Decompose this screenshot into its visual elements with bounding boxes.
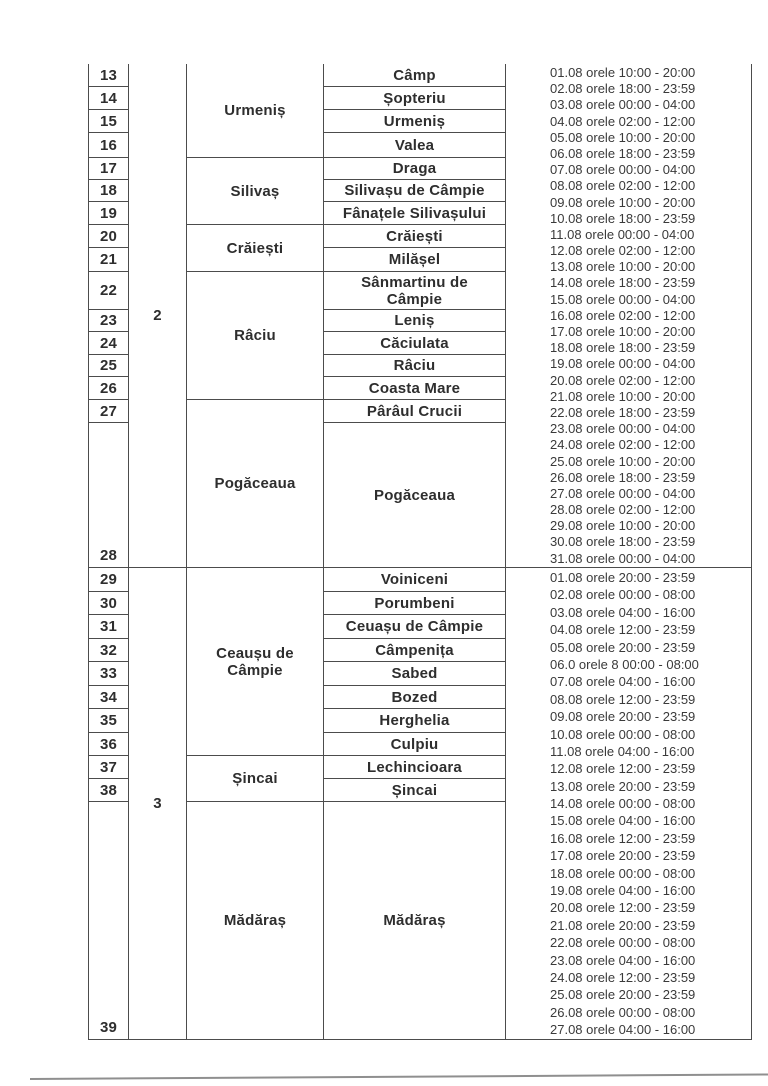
village-cell: Milășel <box>324 248 505 272</box>
village-cell: Pârâul Crucii <box>324 400 505 423</box>
row-number-cell: 36 <box>89 733 128 756</box>
village-cell: Căciulata <box>324 332 505 355</box>
schedule-line: 07.08 orele 04:00 - 16:00 <box>550 674 696 690</box>
schedule-column <box>505 568 752 1040</box>
commune-cell: Urmeniș <box>187 64 323 158</box>
commune-cell: Mădăraș <box>187 802 323 1040</box>
schedule-line: 02.08 orele 00:00 - 08:00 <box>550 587 696 603</box>
schedule-line: 16.08 orele 12:00 - 23:59 <box>550 830 696 846</box>
village-cell: Șopteriu <box>324 87 505 110</box>
row-number-cell: 15 <box>89 110 128 133</box>
schedule-line: 04.08 orele 12:00 - 23:59 <box>550 622 696 638</box>
row-number-cell: 19 <box>89 202 128 225</box>
row-number-cell: 17 <box>89 158 128 180</box>
schedule-line: 15.08 orele 00:00 - 04:00 <box>550 291 696 307</box>
row-number-cell: 21 <box>89 248 128 272</box>
schedule-line: 26.08 orele 00:00 - 08:00 <box>550 1004 696 1020</box>
commune-cell: Șincai <box>187 756 323 802</box>
row-number-cell: 32 <box>89 639 128 662</box>
commune-cell: Silivaș <box>187 158 323 225</box>
village-cell: Câmpenița <box>324 639 505 662</box>
village-cell: Draga <box>324 158 505 180</box>
village-cell: Voiniceni <box>324 568 505 592</box>
schedule-line: 09.08 orele 20:00 - 23:59 <box>550 709 696 725</box>
table-section-group-3 <box>88 568 752 1040</box>
schedule-line: 10.08 orele 00:00 - 08:00 <box>550 726 696 742</box>
schedule-line: 13.08 orele 20:00 - 23:59 <box>550 778 696 794</box>
row-number-cell: 23 <box>89 310 128 332</box>
schedule-line: 21.08 orele 10:00 - 20:00 <box>550 388 696 404</box>
village-cell: Crăiești <box>324 225 505 248</box>
schedule-line: 08.08 orele 02:00 - 12:00 <box>550 178 696 194</box>
schedule-line: 22.08 orele 00:00 - 08:00 <box>550 935 696 951</box>
schedule-line: 23.08 orele 04:00 - 16:00 <box>550 952 696 968</box>
schedule-cell <box>506 568 751 1040</box>
row-number-cell: 27 <box>89 400 128 423</box>
row-number-column <box>88 64 128 568</box>
row-number-cell: 14 <box>89 87 128 110</box>
schedule-line: 08.08 orele 12:00 - 23:59 <box>550 691 696 707</box>
row-number-cell: 18 <box>89 180 128 202</box>
group-number-cell: 2 <box>129 64 186 568</box>
commune-cell: Ceaușu de Câmpie <box>187 568 323 756</box>
schedule-line: 27.08 orele 00:00 - 04:00 <box>550 485 696 501</box>
village-cell <box>324 272 505 310</box>
row-number-cell: 22 <box>89 272 128 310</box>
page-footer-rule <box>30 1073 768 1080</box>
row-number-cell: 30 <box>89 592 128 615</box>
village-cell: Sabed <box>324 662 505 686</box>
row-number-cell: 39 <box>89 802 128 1040</box>
schedule-line: 12.08 orele 12:00 - 23:59 <box>550 761 696 777</box>
group-column <box>128 568 186 1040</box>
village-cell: Pogăceaua <box>324 423 505 568</box>
schedule-line: 01.08 orele 20:00 - 23:59 <box>550 570 696 585</box>
village-cell: Ceuașu de Câmpie <box>324 615 505 639</box>
schedule-line: 22.08 orele 18:00 - 23:59 <box>550 404 696 420</box>
commune-cell: Râciu <box>187 272 323 400</box>
row-number-cell: 35 <box>89 709 128 733</box>
row-number-cell: 29 <box>89 568 128 592</box>
commune-cell: Pogăceaua <box>187 400 323 568</box>
row-number-cell: 31 <box>89 615 128 639</box>
village-cell: Leniș <box>324 310 505 332</box>
schedule-line: 03.08 orele 04:00 - 16:00 <box>550 604 696 620</box>
schedule-line: 11.08 orele 04:00 - 16:00 <box>550 743 695 759</box>
schedule-line: 03.08 orele 00:00 - 04:00 <box>550 97 696 113</box>
schedule-line: 09.08 orele 10:00 - 20:00 <box>550 194 696 210</box>
schedule-line: 06.08 orele 18:00 - 23:59 <box>550 145 696 161</box>
schedule-line: 05.08 orele 10:00 - 20:00 <box>550 129 696 145</box>
village-cell: Râciu <box>324 355 505 377</box>
schedule-line: 12.08 orele 02:00 - 12:00 <box>550 243 696 259</box>
row-number-cell: 24 <box>89 332 128 355</box>
schedule-line: 17.08 orele 10:00 - 20:00 <box>550 324 696 339</box>
group-column <box>128 64 186 568</box>
schedule-line: 13.08 orele 10:00 - 20:00 <box>550 259 696 275</box>
schedule-line: 15.08 orele 04:00 - 16:00 <box>550 813 696 829</box>
schedule-line: 18.08 orele 00:00 - 08:00 <box>550 865 696 881</box>
schedule-line: 25.08 orele 20:00 - 23:59 <box>550 987 696 1003</box>
schedule-line: 28.08 orele 02:00 - 12:00 <box>550 502 696 518</box>
schedule-column <box>505 64 752 568</box>
schedule-line: 21.08 orele 20:00 - 23:59 <box>550 917 696 933</box>
schedule-cell <box>506 64 751 568</box>
schedule-line: 14.08 orele 00:00 - 08:00 <box>550 796 696 812</box>
schedule-line: 25.08 orele 10:00 - 20:00 <box>550 453 696 469</box>
village-cell: Silivașu de Câmpie <box>324 180 505 202</box>
schedule-line: 10.08 orele 18:00 - 23:59 <box>550 210 696 226</box>
row-number-cell: 13 <box>89 64 128 87</box>
schedule-line: 23.08 orele 00:00 - 04:00 <box>550 421 696 437</box>
schedule-line: 11.08 orele 00:00 - 04:00 <box>550 226 695 242</box>
schedule-line: 20.08 orele 12:00 - 23:59 <box>550 900 696 916</box>
schedule-line: 29.08 orele 10:00 - 20:00 <box>550 518 696 534</box>
village-cell: Coasta Mare <box>324 377 505 400</box>
village-cell: Mădăraș <box>324 802 505 1040</box>
village-label: Sânmartinu de Câmpie <box>361 273 468 308</box>
power-outage-schedule-table <box>88 64 752 1040</box>
schedule-line: 31.08 orele 00:00 - 04:00 <box>550 550 696 566</box>
schedule-line: 16.08 orele 02:00 - 12:00 <box>550 307 696 323</box>
village-column <box>323 64 505 568</box>
schedule-line: 24.08 orele 12:00 - 23:59 <box>550 969 696 985</box>
schedule-line: 19.08 orele 00:00 - 04:00 <box>550 356 696 372</box>
schedule-line: 24.08 orele 02:00 - 12:00 <box>550 437 696 453</box>
village-cell: Urmeniș <box>324 110 505 133</box>
commune-column <box>186 64 323 568</box>
table-section-group-2 <box>88 64 752 568</box>
row-number-cell: 33 <box>89 662 128 686</box>
row-number-cell: 20 <box>89 225 128 248</box>
village-cell: Culpiu <box>324 733 505 756</box>
village-cell: Herghelia <box>324 709 505 733</box>
commune-cell: Crăiești <box>187 225 323 272</box>
row-number-cell: 26 <box>89 377 128 400</box>
row-number-cell: 16 <box>89 133 128 158</box>
schedule-line: 18.08 orele 18:00 - 23:59 <box>550 340 696 356</box>
schedule-line: 26.08 orele 18:00 - 23:59 <box>550 469 696 485</box>
village-cell: Porumbeni <box>324 592 505 615</box>
row-number-cell: 38 <box>89 779 128 802</box>
row-number-column <box>88 568 128 1040</box>
village-cell: Câmp <box>324 64 505 87</box>
schedule-line: 02.08 orele 18:00 - 23:59 <box>550 81 696 97</box>
row-number-cell: 25 <box>89 355 128 377</box>
schedule-line: 05.08 orele 20:00 - 23:59 <box>550 639 696 655</box>
group-number-cell: 3 <box>129 568 186 1040</box>
row-number-cell: 28 <box>89 423 128 568</box>
row-number-cell: 37 <box>89 756 128 779</box>
schedule-line: 01.08 orele 10:00 - 20:00 <box>550 65 696 80</box>
village-cell: Fânațele Silivașului <box>324 202 505 225</box>
village-cell: Șincai <box>324 779 505 802</box>
schedule-line: 19.08 orele 04:00 - 16:00 <box>550 883 696 899</box>
village-column <box>323 568 505 1040</box>
schedule-line: 17.08 orele 20:00 - 23:59 <box>550 848 696 864</box>
schedule-line: 30.08 orele 18:00 - 23:59 <box>550 534 696 550</box>
schedule-line: 04.08 orele 02:00 - 12:00 <box>550 113 696 129</box>
schedule-line: 06.0 orele 8 00:00 - 08:00 <box>550 656 699 672</box>
commune-column <box>186 568 323 1040</box>
village-cell: Bozed <box>324 686 505 709</box>
village-cell: Valea <box>324 133 505 158</box>
village-cell: Lechincioara <box>324 756 505 779</box>
schedule-line: 20.08 orele 02:00 - 12:00 <box>550 372 696 388</box>
row-number-cell: 34 <box>89 686 128 709</box>
schedule-line: 07.08 orele 00:00 - 04:00 <box>550 162 696 178</box>
schedule-line: 14.08 orele 18:00 - 23:59 <box>550 275 696 291</box>
schedule-line: 27.08 orele 04:00 - 16:00 <box>550 1022 696 1038</box>
